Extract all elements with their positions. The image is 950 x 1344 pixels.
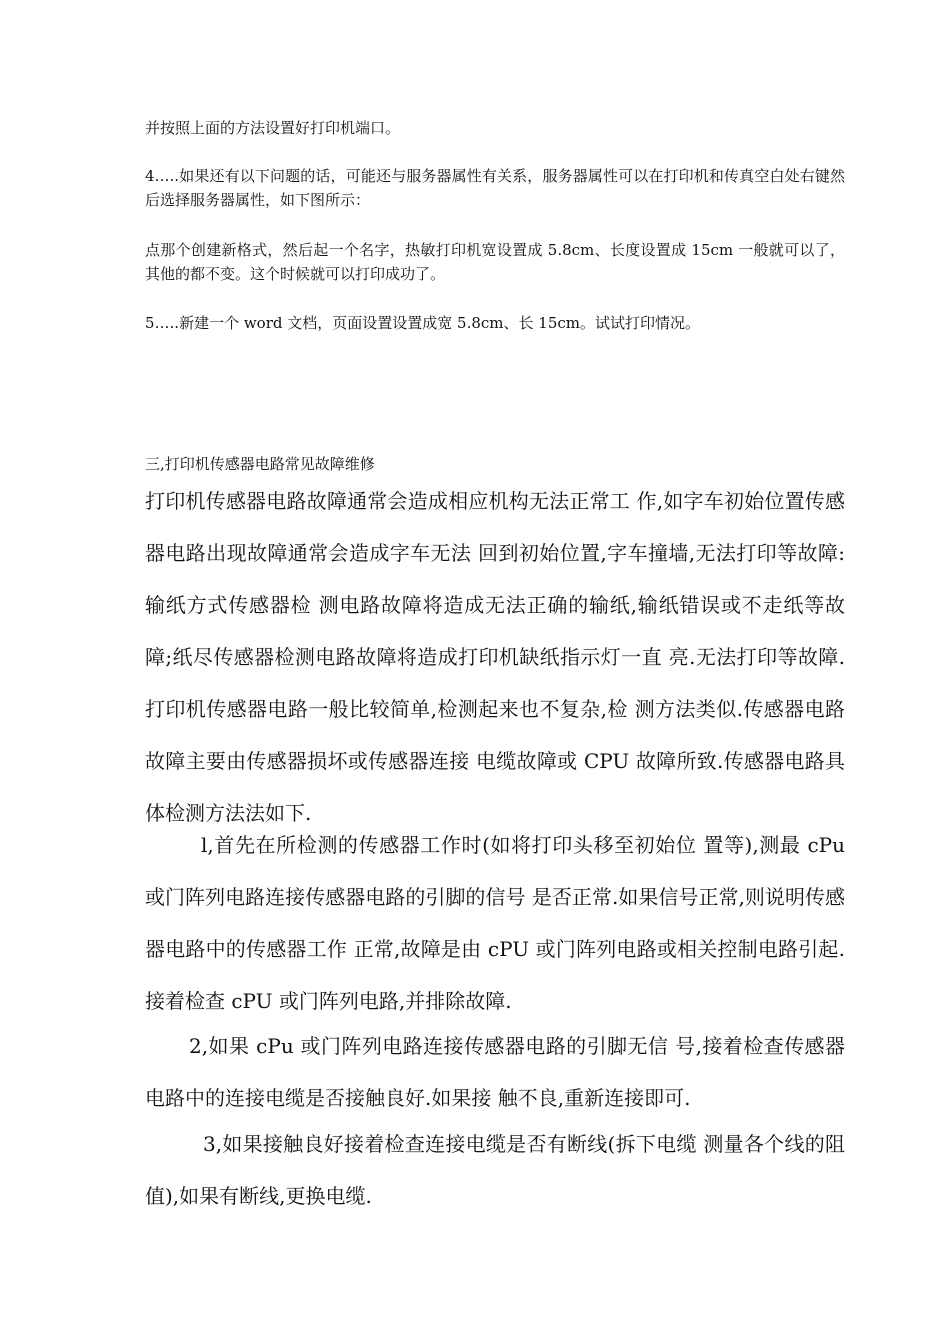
paragraph-sensor-intro: 打印机传感器电路故障通常会造成相应机构无法正常工 作,如字车初始位置传感器电路出现故障通常会造成字车无法 回到初始位置,字车撞墙,无法打印等故障:输纸方式传感器检 测电路故障将造成无法正确的输纸,输纸错误或不走纸等故 障;纸尽传感器检测电路故障将造成打印机缺纸指示灯一直 亮.无法打印等故障.打印机传感器电路一般比较简单,检测起来也不复杂,检 测方法类似.传感器电路故障主要由传感器损坏或传感器连接 电缆故障或 CPU 故障所致.传感器电路具体检测方法法如下. xyxy=(145,489,845,825)
paragraph-step-5: 5…..新建一个 word 文档，页面设置设置成宽 5.8cm、长 15cm。试试打印情况。 xyxy=(145,314,700,332)
paragraph-step-4: 4…..如果还有以下问题的话，可能还与服务器属性有关系，服务器属性可以在打印机和传真空白处右键然后选择服务器属性，如下图所示： xyxy=(145,167,845,209)
paragraph-sensor-step-3: 3,如果接触良好接着检查连接电缆是否有断线(拆下电缆 测量各个线的阻值),如果有断线,更换电缆. xyxy=(145,1132,845,1208)
paragraph-sensor-step-2: 2,如果 cPu 或门阵列电路连接传感器电路的引脚无信 号,接着检查传感器电路中的连接电缆是否接触良好.如果接 触不良,重新连接即可. xyxy=(145,1034,845,1110)
paragraph-sensor-step-1: l,首先在所检测的传感器工作时(如将打印头移至初始位 置等),测最 cPu 或门阵列电路连接传感器电路的引脚的信号 是否正常.如果信号正常,则说明传感器电路中的传感器工作 正常,故障是由 cPU 或门阵列电路或相关控制电路引起.接着检查 cPU 或门阵列电路,并排除故障. xyxy=(145,833,845,1013)
paragraph-port-setup: 并按照上面的方法设置好打印机端口。 xyxy=(145,119,401,137)
paragraph-create-format: 点那个创建新格式，然后起一个名字，热敏打印机宽设置成 5.8cm、长度设置成 15cm 一般就可以了，其他的都不变。这个时候就可以打印成功了。 xyxy=(145,241,845,283)
section-heading: 三,打印机传感器电路常见故障维修 xyxy=(145,455,375,473)
